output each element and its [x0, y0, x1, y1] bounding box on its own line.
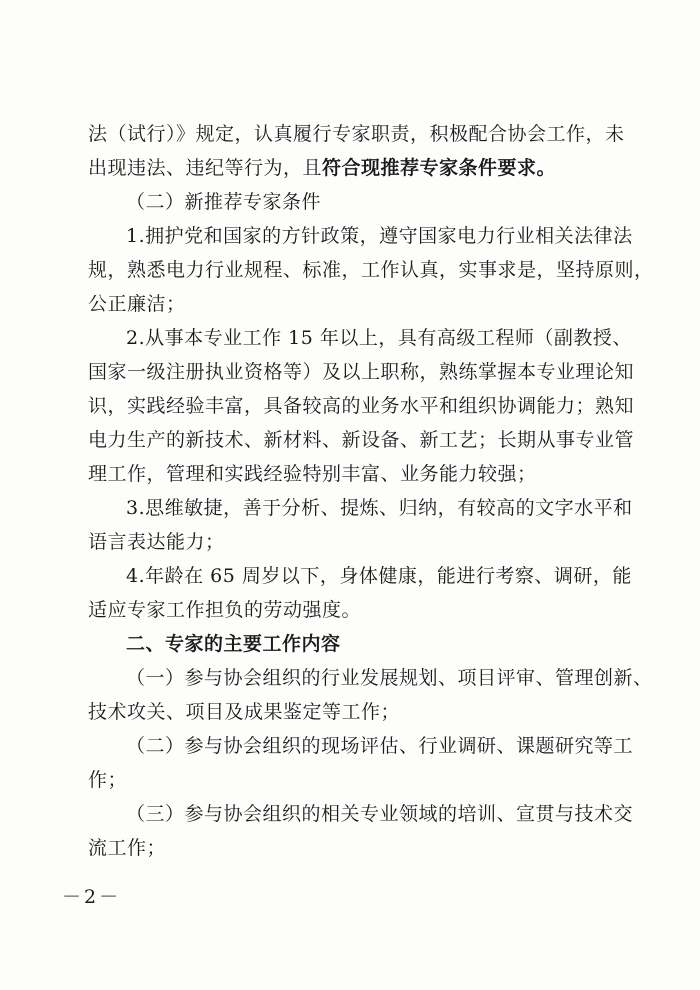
text-line: （三）参与协会组织的相关专业领域的培训、宣贯与技术交	[126, 803, 634, 825]
text-line: 法（试行）》规定，认真履行专家职责，积极配合协会工作，未	[88, 123, 625, 145]
text-line: （二）参与协会组织的现场评估、行业调研、课题研究等工	[126, 735, 634, 757]
subsection-heading: （二）新推荐专家条件	[126, 191, 322, 213]
text-line: 识，实践经验丰富，具备较高的业务水平和组织协调能力；熟知	[88, 395, 635, 417]
text-line: （一）参与协会组织的行业发展规划、项目评审、管理创新、	[126, 667, 653, 689]
page-number: －2－	[62, 886, 122, 908]
text-line: 作；	[88, 769, 128, 791]
text-line: 4.年龄在 65 周岁以下，身体健康，能进行考察、调研，能	[126, 565, 632, 587]
text-line: 规，熟悉电力行业规程、标准，工作认真，实事求是，坚持原则，	[88, 259, 654, 281]
text-line	[88, 151, 618, 185]
document-body	[88, 117, 654, 865]
text-line: 语言表达能力；	[88, 531, 225, 553]
text-line: 电力生产的新技术、新材料、新设备、新工艺；长期从事专业管	[88, 429, 635, 451]
text-line: 技术攻关、项目及成果鉴定等工作；	[88, 701, 401, 723]
text-line: 1.拥护党和国家的方针政策，遵守国家电力行业相关法律法	[126, 225, 633, 247]
text-line: 公正廉洁；	[88, 293, 186, 315]
emphasized-text: 符合现推荐专家条件要求。	[322, 157, 557, 179]
text-line: 流工作；	[88, 837, 167, 859]
section-heading: 二、专家的主要工作内容	[126, 633, 341, 655]
text-line: 3.思维敏捷，善于分析、提炼、归纳，有较高的文字水平和	[126, 497, 633, 519]
text-line: 2.从事本专业工作 15 年以上，具有高级工程师（副教授、	[126, 327, 632, 349]
text-line: 国家一级注册执业资格等）及以上职称，熟练掌握本专业理论知	[88, 361, 635, 383]
text-line: 适应专家工作担负的劳动强度。	[88, 599, 362, 621]
text-line: 理工作，管理和实践经验特别丰富、业务能力较强；	[88, 463, 537, 485]
text-segment: 出现违法、违纪等行为，且	[88, 157, 323, 179]
